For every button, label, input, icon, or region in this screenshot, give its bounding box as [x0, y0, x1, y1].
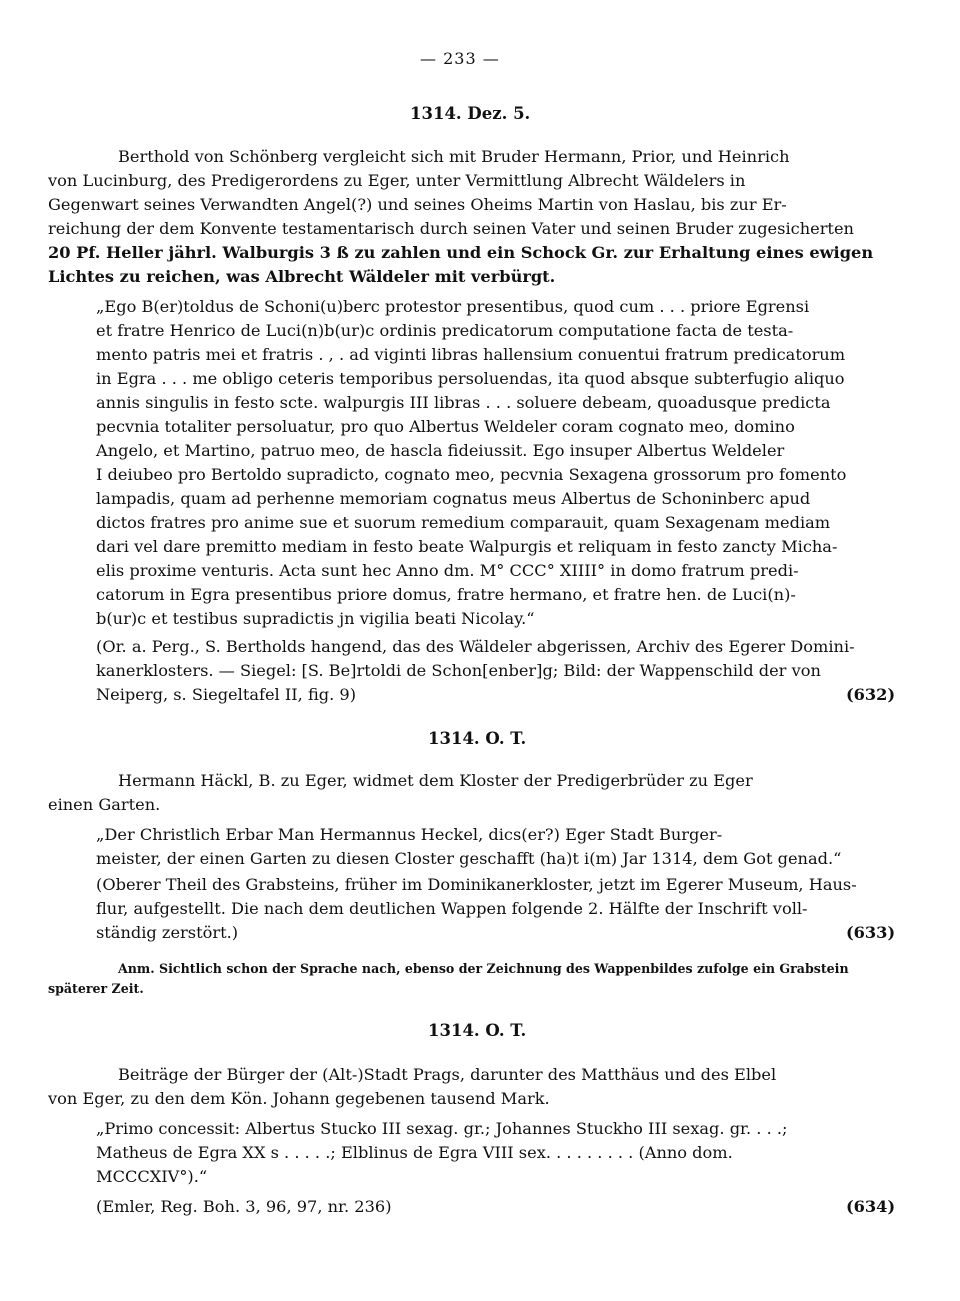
entry-text-line: (Emler, Reg. Boh. 3, 96, 97, nr. 236) [96, 1197, 392, 1216]
entry-number: (634) [846, 1197, 896, 1216]
entry-text-line: einen Garten. [48, 795, 161, 814]
entry-text-line: „Primo concessit: Albertus Stucko III sexag. gr.; Johannes Stuckho III sexag. gr. . . .; [96, 1119, 788, 1138]
entry-heading: 1314. O. T. [428, 729, 527, 748]
entry-text-line: „Ego B(er)toldus de Schoni(u)berc protestor presentibus, quod cum . . . priore Egrensi [96, 297, 810, 316]
entry-heading: 1314. O. T. [428, 1021, 527, 1040]
entry-text-line: (Oberer Theil des Grabsteins, früher im Dominikanerkloster, jetzt im Egerer Museum, Haus- [96, 875, 857, 894]
entry-text-line: Lichtes zu reichen, was Albrecht Wäldeler mit verbürgt. [48, 267, 556, 286]
entry-text-line: pecvnia totaliter persoluatur, pro quo Albertus Weldeler coram cognato meo, domino [96, 417, 795, 436]
entry-text-line: I deiubeo pro Bertoldo supradicto, cognato meo, pecvnia Sexagena grossorum pro fomento [96, 465, 847, 484]
entry-heading: 1314. Dez. 5. [410, 104, 531, 123]
entry-text-line: dictos fratres pro anime sue et suorum remedium comparauit, quam Sexagenam mediam [96, 513, 831, 532]
entry-text-line: kanerklosters. — Siegel: [S. Be]rtoldi de Schon[enber]g; Bild: der Wappenschild der von [96, 661, 821, 680]
entry-text-line: b(ur)c et testibus supradictis jn vigilia beati Nicolay.“ [96, 609, 535, 628]
entry-text-line: Gegenwart seines Verwandten Angel(?) und seines Oheims Martin von Haslau, bis zur Er- [48, 195, 787, 214]
entry-note-line: Anm. Sichtlich schon der Sprache nach, ebenso der Zeichnung des Wappenbildes zufolge ein Grabstein [118, 961, 849, 976]
entry-text-line: Angelo, et Martino, patruo meo, de hascla fideiussit. Ego insuper Albertus Weldeler [96, 441, 785, 460]
entry-text-line: meister, der einen Garten zu diesen Closter geschafft (ha)t i(m) Jar 1314, dem Got genad.“ [96, 849, 842, 868]
entry-note-line: späterer Zeit. [48, 981, 144, 996]
entry-text-line: Matheus de Egra XX s . . . . .; Elblinus de Egra VIII sex. . . . . . . . . (Anno dom. [96, 1143, 733, 1162]
entry-text-line: Neiperg, s. Siegeltafel II, fig. 9) [96, 685, 357, 704]
entry-text-line: Beiträge der Bürger der (Alt-)Stadt Prags, darunter des Matthäus und des Elbel [118, 1065, 777, 1084]
entry-text-line: mento patris mei et fratris . , . ad viginti libras hallensium conuentui fratrum predicatorum [96, 345, 846, 364]
entry-text-line: Hermann Häckl, B. zu Eger, widmet dem Kloster der Predigerbrüder zu Eger [118, 771, 753, 790]
page-number: — 233 — [420, 49, 500, 68]
entry-text-line: (Or. a. Perg., S. Bertholds hangend, das des Wäldeler abgerissen, Archiv des Egerer Domini- [96, 637, 855, 656]
entry-text-line: flur, aufgestellt. Die nach dem deutlichen Wappen folgende 2. Hälfte der Inschrift voll- [96, 899, 808, 918]
entry-text-line: annis singulis in festo scte. walpurgis III libras . . . soluere debeam, quoadusque predicta [96, 393, 831, 412]
entry-number: (632) [846, 685, 896, 704]
entry-text-line: von Eger, zu den dem Kön. Johann gegebenen tausend Mark. [48, 1089, 550, 1108]
entry-text-line: et fratre Henrico de Luci(n)b(ur)c ordinis predicatorum computatione facta de testa- [96, 321, 794, 340]
entry-text-line: Berthold von Schönberg vergleicht sich mit Bruder Hermann, Prior, und Heinrich [118, 147, 790, 166]
entry-text-line: lampadis, quam ad perhenne memoriam cognatus meus Albertus de Schoninberc apud [96, 489, 811, 508]
entry-text-line: „Der Christlich Erbar Man Hermannus Heckel, dics(er?) Eger Stadt Burger- [96, 825, 723, 844]
entry-text-line: dari vel dare premitto mediam in festo beate Walpurgis et reliquam in festo zancty Micha- [96, 537, 838, 556]
entry-text-line: ständig zerstört.) [96, 923, 239, 942]
entry-text-line: in Egra . . . me obligo ceteris temporibus persoluendas, ita quod absque subterfugio aliquo [96, 369, 845, 388]
entry-text-line: von Lucinburg, des Predigerordens zu Eger, unter Vermittlung Albrecht Wäldelers in [48, 171, 746, 190]
entry-text-line: MCCCXIV°).“ [96, 1167, 208, 1186]
entry-number: (633) [846, 923, 896, 942]
entry-text-line: catorum in Egra presentibus priore domus, fratre hermano, et fratre hen. de Luci(n)- [96, 585, 796, 604]
entry-text-line: elis proxime venturis. Acta sunt hec Anno dm. M° CCC° XIIII° in domo fratrum predi- [96, 561, 799, 580]
entry-text-line: 20 Pf. Heller jährl. Walburgis 3 ß zu zahlen und ein Schock Gr. zur Erhaltung eines ewigen [48, 243, 874, 262]
entry-text-line: reichung der dem Konvente testamentarisch durch seinen Vater und seinen Bruder zugesicherten [48, 219, 854, 238]
